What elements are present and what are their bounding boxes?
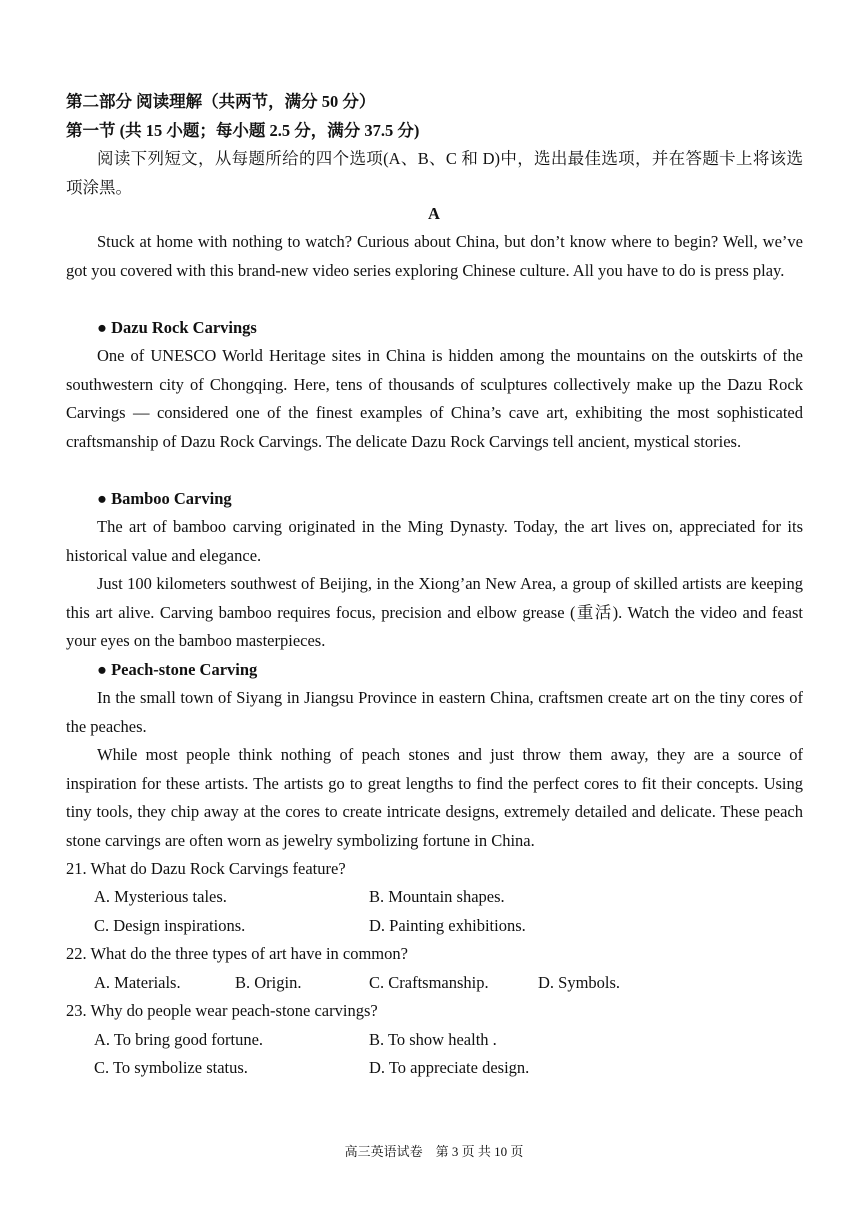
q22-option-a: A. Materials. xyxy=(94,973,181,992)
question-22: 22. What do the three types of art have in common? xyxy=(66,944,408,963)
question-23: 23. Why do people wear peach-stone carvings? xyxy=(66,1001,378,1020)
q22-option-d: D. Symbols. xyxy=(538,973,621,992)
q21-option-b: B. Mountain shapes. xyxy=(369,887,505,906)
paragraph-peach-1: In the small town of Siyang in Jiangsu Province in eastern China, craftsmen create art on the tiny cores of the peaches. xyxy=(66,688,803,736)
section-title: 第一节 (共 15 小题；每小题 2.5 分，满分 37.5 分) xyxy=(66,121,420,140)
question-21: 21. What do Dazu Rock Carvings feature? xyxy=(66,859,346,878)
passage-intro: Stuck at home with nothing to watch? Curious about China, but don’t know where to begin? Well, we’ve got you covered with this brand-new video series exploring Chinese culture. All you have to do is press play. xyxy=(66,232,803,280)
q21-option-d: D. Painting exhibitions. xyxy=(369,916,526,935)
q21-option-a: A. Mysterious tales. xyxy=(94,887,227,906)
page-footer: 高三英语试卷 第 3 页 共 10 页 xyxy=(344,1144,524,1159)
heading-dazu: ● Dazu Rock Carvings xyxy=(97,318,257,337)
q23-option-c: C. To symbolize status. xyxy=(94,1058,248,1077)
q23-option-b: B. To show health . xyxy=(369,1030,497,1049)
q21-option-c: C. Design inspirations. xyxy=(94,916,246,935)
q23-option-a: A. To bring good fortune. xyxy=(94,1030,264,1049)
paragraph-bamboo-1: The art of bamboo carving originated in the Ming Dynasty. Today, the art lives on, appreciated for its historical value and elegance. xyxy=(66,517,803,565)
heading-bamboo: ● Bamboo Carving xyxy=(97,489,232,508)
heading-peach: ● Peach-stone Carving xyxy=(97,660,258,679)
instruction-text: 阅读下列短文，从每题所给的四个选项(A、B、C 和 D)中，选出最佳选项，并在答题卡上将该选项涂黑。 xyxy=(66,149,803,197)
part-title: 第二部分 阅读理解（共两节，满分 50 分） xyxy=(66,92,376,111)
paragraph-peach-2: While most people think nothing of peach stones and just throw them away, they are a source of inspiration for these artists. The artists go to great lengths to find the perfect cores to fit their concepts. Using tiny tools, they chip away at the cores to create intricate designs, extremely detailed and delicate. These peach stone carvings are often worn as jewelry symbolizing fortune in China. xyxy=(66,745,803,850)
q22-option-c: C. Craftsmanship. xyxy=(369,973,489,992)
paragraph-bamboo-2: Just 100 kilometers southwest of Beijing, in the Xiong’an New Area, a group of skilled artists are keeping this art alive. Carving bamboo requires focus, precision and elbow grease (重活). Watch the video and feast your eyes on the bamboo masterpieces. xyxy=(66,574,803,651)
paragraph-dazu: One of UNESCO World Heritage sites in China is hidden among the mountains on the outskirts of the southwestern city of Chongqing. Here, tens of thousands of sculptures collectively make up the Dazu Rock Carvings — considered one of the finest examples of China’s cave art, exhibiting the most sophisticated craftsmanship of Dazu Rock Carvings. The delicate Dazu Rock Carvings tell ancient, mystical stories. xyxy=(66,346,803,451)
q22-option-b: B. Origin. xyxy=(235,973,302,992)
passage-label: A xyxy=(428,204,440,223)
q23-option-d: D. To appreciate design. xyxy=(369,1058,530,1077)
